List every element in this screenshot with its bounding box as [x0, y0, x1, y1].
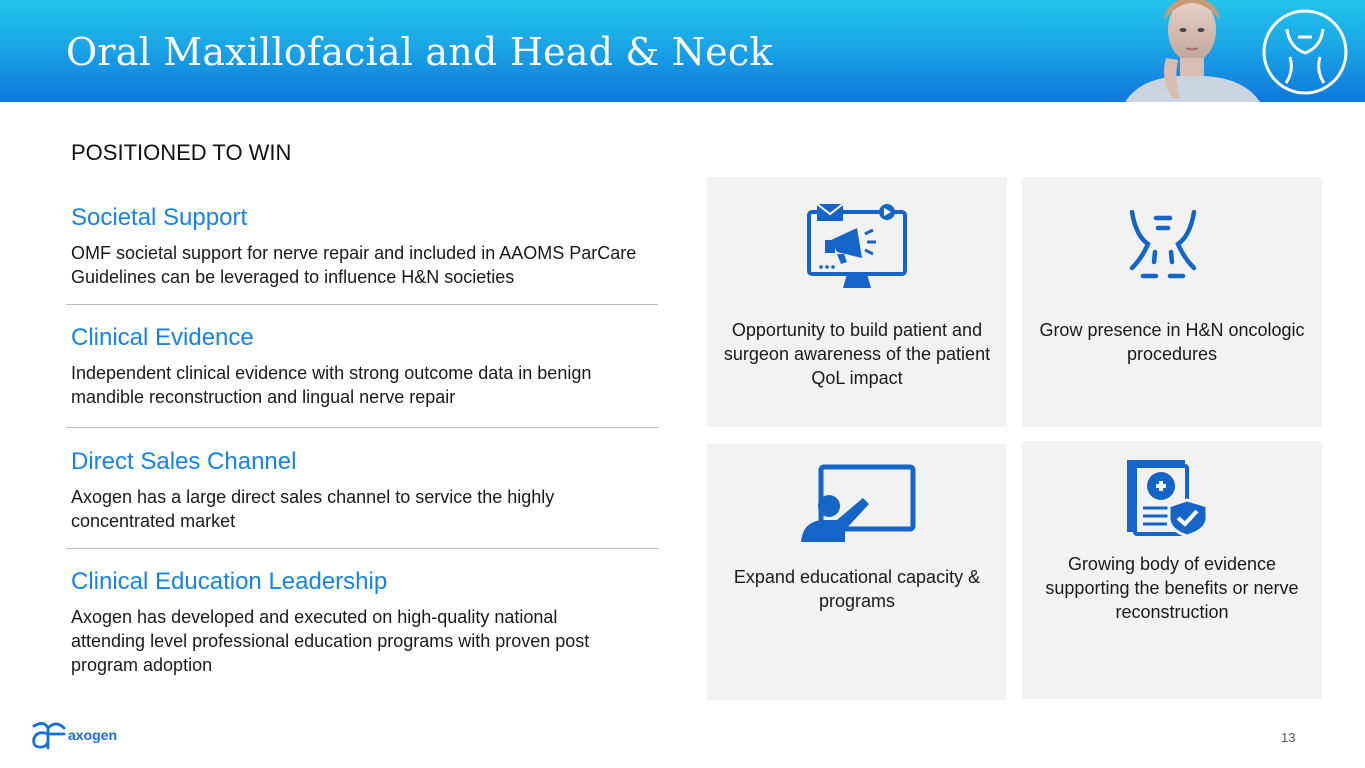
megaphone-monitor-icon [807, 204, 907, 290]
pillar-title: Clinical Education Leadership [71, 568, 388, 595]
presenter-board-icon [799, 464, 917, 544]
page-number: 13 [1281, 730, 1296, 745]
divider [66, 427, 658, 428]
slide-title: Oral Maxillofacial and Head & Neck [66, 30, 773, 74]
card-text: Growing body of evidence supporting the benefits or nerve reconstruction [1045, 554, 1299, 622]
neck-icon [1128, 210, 1198, 280]
portrait-image [1120, 0, 1270, 102]
pillar-body: OMF societal support for nerve repair and included in AAOMS ParCare Guidelines can be leveraged to influence H&N societies [71, 243, 637, 287]
axogen-symbol-icon [30, 720, 66, 750]
section-kicker: POSITIONED TO WIN [71, 140, 292, 165]
pillar-body: Independent clinical evidence with strong outcome data in benign mandible reconstruction and lingual nerve repair [71, 363, 592, 407]
pillar-clinical-evidence [71, 324, 661, 409]
divider [66, 548, 658, 549]
medical-document-shield-icon [1125, 458, 1211, 538]
card-text: Opportunity to build patient and surgeon awareness of the patient QoL impact [723, 320, 991, 388]
pillar-body: Axogen has developed and executed on high-quality national attending level professional education programs with proven post program adoption [71, 607, 590, 675]
card-education [707, 444, 1007, 700]
pillar-body: Axogen has a large direct sales channel to service the highly concentrated market [71, 487, 555, 531]
pillar-title: Societal Support [71, 204, 248, 231]
pillar-title: Clinical Evidence [71, 324, 254, 351]
logo-wordmark: axogen [68, 727, 118, 743]
card-evidence [1022, 441, 1322, 699]
pillar-societal-support [71, 204, 661, 289]
card-text: Grow presence in H&N oncologic procedures [1039, 320, 1305, 364]
pillar-clinical-education-leadership [71, 568, 661, 677]
pillar-title: Direct Sales Channel [71, 448, 297, 475]
divider [66, 304, 658, 305]
card-text: Expand educational capacity & programs [733, 567, 981, 611]
face-outline-icon [1260, 7, 1350, 97]
axogen-logo [30, 718, 140, 752]
header-banner [0, 0, 1365, 102]
pillar-direct-sales-channel [71, 448, 661, 533]
card-awareness [707, 177, 1007, 427]
card-oncologic-presence [1022, 177, 1322, 427]
